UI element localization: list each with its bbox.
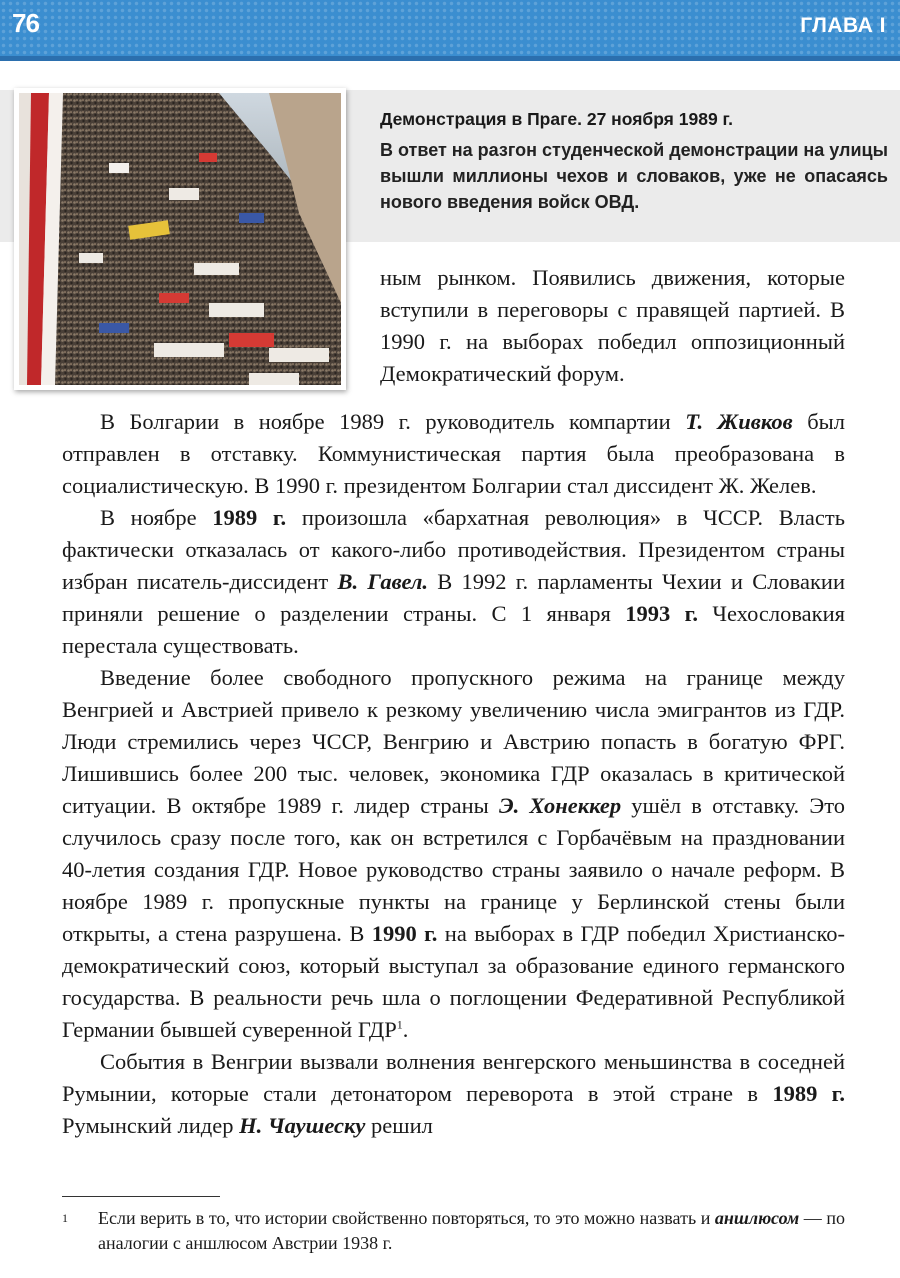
footnote-mark: 1: [62, 1211, 68, 1225]
chapter-label: ГЛАВА I: [800, 14, 886, 37]
caption-title: Демонстрация в Праге. 27 ноября 1989 г.: [380, 109, 733, 129]
footnote-reference[interactable]: 1: [396, 1017, 403, 1032]
page-header: [0, 0, 900, 56]
crowd-photo-icon: [19, 93, 341, 385]
photo-caption: [380, 106, 888, 215]
paragraph-bulgaria: В Болгарии в ноябре 1989 г. руководитель компартии Т. Живков был отправлен в отставку. Коммунистическая партия была преобразована в социалистическую. В 1990 г. президентом Болгарии стал диссидент Ж. Желев.: [62, 409, 845, 498]
caption-text: В ответ на разгон студенческой демонстрации на улицы вышли миллионы чехов и словаков, уже не опасаясь нового введения войск ОВД.: [380, 140, 888, 212]
main-text: [62, 406, 845, 1142]
paragraph-czechoslovakia: В ноябре 1989 г. произошла «бархатная революция» в ЧССР. Власть фактически отказалась от какого-либо противодействия. Президентом страны избран писатель-диссидент В. Гавел. В 1992 г. парламенты Чехии и Словакии приняли решение о разделении страны. С 1 января 1993 г. Чехословакия перестала существовать.: [62, 505, 846, 658]
side-paragraph: ным рынком. Появились движения, которые вступили в переговоры с правящей партией. В 1990 г. на выборах победил оппозиционный Демократический форум.: [380, 265, 845, 386]
header-divider: [0, 56, 900, 61]
paragraph-romania: События в Венгрии вызвали волнения венгерского меньшинства в соседней Румынии, которые стали детонатором переворота в этой стране в 1989 г. Румынский лидер Н. Чаушеску решил: [62, 1049, 845, 1138]
page-number: 76: [12, 8, 39, 38]
footnote: [62, 1206, 845, 1256]
footnote-text: Если верить в то, что истории свойственно повторяться, то это можно назвать и аншлюсом — по аналогии с аншлюсом Австрии 1938 г.: [98, 1208, 845, 1253]
paragraph-gdr: Введение более свободного пропускного режима на границе между Венгрией и Австрией привело к резкому увеличению числа эмигрантов из ГДР. Люди стремились через ЧССР, Венгрию и Австрию попасть в богатую ФРГ. Лишившись более 200 тыс. человек, экономика ГДР оказалась в критической ситуации. В октябре 1989 г. лидер страны Э. Хонеккер ушёл в отставку. Это случилось сразу после того, как он встретился с Горбачёвым на праздновании 40-летия создания ГДР. Новое руководство страны заявило о начале реформ. В ноябре 1989 г. пропускные пункты на границе у Берлинской стены были открыты, а стена разрушена. В 1990 г. на выборах в ГДР победил Христианско-демократический союз, который выступал за образование единого германского государства. В реальности речь шла о поглощении Федеративной Республикой Германии бывшей суверенной ГДР$^1$.: [62, 665, 846, 1042]
prague-demonstration-photo: [14, 88, 346, 390]
footnote-divider: [62, 1196, 220, 1197]
